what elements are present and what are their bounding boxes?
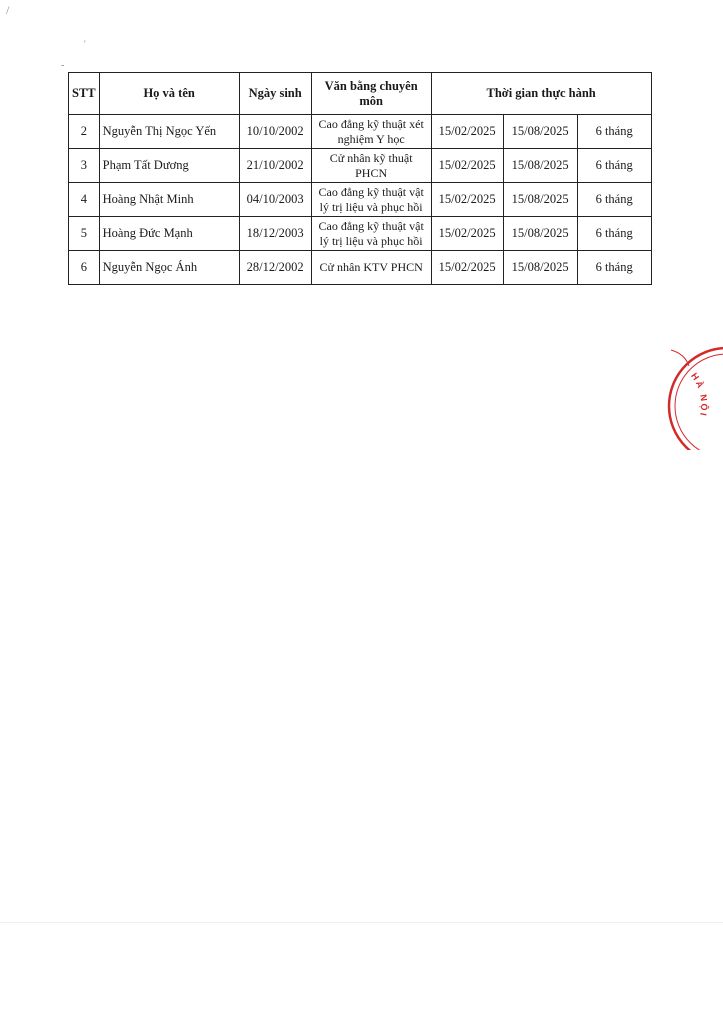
practice-roster-table xyxy=(68,72,652,285)
table-header-row xyxy=(69,73,652,115)
cell-duration: 6 tháng xyxy=(577,217,651,251)
scan-speck: ' xyxy=(84,39,86,49)
cell-degree xyxy=(311,115,431,149)
cell-dob: 21/10/2002 xyxy=(239,149,311,183)
table-row xyxy=(69,183,652,217)
cell-duration: 6 tháng xyxy=(577,183,651,217)
cell-stt: 2 xyxy=(69,115,100,149)
cell-end-date: 15/08/2025 xyxy=(503,149,577,183)
cell-name: Phạm Tất Dương xyxy=(99,149,239,183)
scan-speck: - xyxy=(61,60,65,71)
header-stt: STT xyxy=(69,73,100,115)
cell-name: Hoàng Nhật Minh xyxy=(99,183,239,217)
cell-degree xyxy=(311,217,431,251)
degree-text: Cử nhân kỹ thuật PHCN xyxy=(329,150,413,180)
stamp-outer-ring xyxy=(669,348,723,450)
table-row xyxy=(69,149,652,183)
cell-duration: 6 tháng xyxy=(577,149,651,183)
cell-duration: 6 tháng xyxy=(577,115,651,149)
scan-speck: / xyxy=(6,3,10,17)
cell-start-date: 15/02/2025 xyxy=(431,217,503,251)
cell-dob: 04/10/2003 xyxy=(239,183,311,217)
table-row xyxy=(69,217,652,251)
stamp-text: HÀ NỘI xyxy=(689,371,710,419)
cell-name: Nguyễn Ngọc Ánh xyxy=(99,251,239,285)
cell-stt: 6 xyxy=(69,251,100,285)
header-dob: Ngày sinh xyxy=(239,73,311,115)
cell-end-date: 15/08/2025 xyxy=(503,183,577,217)
cell-dob: 28/12/2002 xyxy=(239,251,311,285)
degree-text: Cử nhân KTV PHCN xyxy=(319,260,423,274)
degree-text: Cao đẳng kỹ thuật xét nghiệm Y học xyxy=(318,116,424,146)
degree-text: Cao đẳng kỹ thuật vật lý trị liệu và phục hồi xyxy=(318,218,424,248)
cell-duration: 6 tháng xyxy=(577,251,651,285)
cell-stt: 3 xyxy=(69,149,100,183)
cell-dob: 10/10/2002 xyxy=(239,115,311,149)
cell-stt: 4 xyxy=(69,183,100,217)
cell-degree xyxy=(311,149,431,183)
cell-name: Nguyễn Thị Ngọc Yến xyxy=(99,115,239,149)
cell-stt: 5 xyxy=(69,217,100,251)
cell-start-date: 15/02/2025 xyxy=(431,183,503,217)
header-degree: Văn bằng chuyên môn xyxy=(311,73,431,115)
official-seal-stamp xyxy=(655,340,723,450)
header-name: Họ và tên xyxy=(99,73,239,115)
scan-edge-line xyxy=(0,922,723,923)
cell-degree xyxy=(311,183,431,217)
cell-end-date: 15/08/2025 xyxy=(503,115,577,149)
cell-start-date: 15/02/2025 xyxy=(431,149,503,183)
cell-dob: 18/12/2003 xyxy=(239,217,311,251)
table-row xyxy=(69,115,652,149)
cell-end-date: 15/08/2025 xyxy=(503,251,577,285)
header-practice-period: Thời gian thực hành xyxy=(431,73,651,115)
cell-end-date: 15/08/2025 xyxy=(503,217,577,251)
cell-start-date: 15/02/2025 xyxy=(431,115,503,149)
degree-text: Cao đẳng kỹ thuật vật lý trị liệu và phục hồi xyxy=(318,184,424,214)
table-row xyxy=(69,251,652,285)
cell-name: Hoàng Đức Mạnh xyxy=(99,217,239,251)
cell-degree xyxy=(311,251,431,285)
cell-start-date: 15/02/2025 xyxy=(431,251,503,285)
